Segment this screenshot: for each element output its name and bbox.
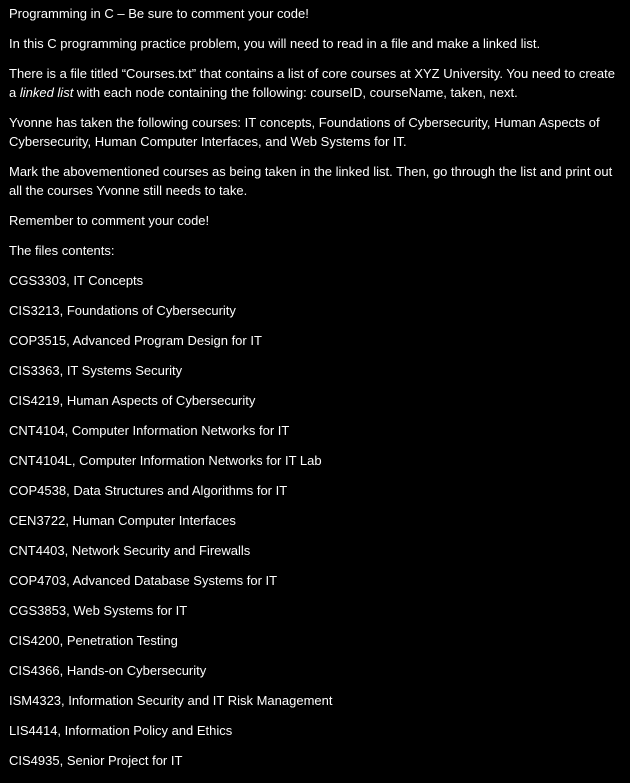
course-item: CNT4104L, Computer Information Networks for IT Lab bbox=[9, 453, 322, 468]
course-item: COP4703, Advanced Database Systems for IT bbox=[9, 573, 278, 588]
course-item: CGS3853, Web Systems for IT bbox=[9, 603, 188, 618]
course-item: CIS3213, Foundations of Cybersecurity bbox=[9, 303, 236, 318]
course-item: CIS4366, Hands-on Cybersecurity bbox=[9, 663, 207, 678]
course-item: COP3515, Advanced Program Design for IT bbox=[9, 333, 262, 348]
linked-list-emphasis: linked list bbox=[19, 85, 74, 100]
course-item: CIS4219, Human Aspects of Cybersecurity bbox=[9, 393, 256, 408]
instructions-paragraph: Mark the abovementioned courses as being taken in the linked list. Then, go through the list and print out all the courses Yvonne still needs to take. bbox=[9, 164, 613, 198]
course-item: LIS4414, Information Policy and Ethics bbox=[9, 723, 233, 738]
course-item: CGS3303, IT Concepts bbox=[9, 273, 144, 288]
intro-paragraph: In this C programming practice problem, you will need to read in a file and make a linked list. bbox=[9, 36, 541, 51]
course-item: CEN3722, Human Computer Interfaces bbox=[9, 513, 236, 528]
course-item: ISM4323, Information Security and IT Risk Management bbox=[9, 693, 333, 708]
course-list bbox=[9, 271, 624, 770]
file-description-text: There is a file titled “Courses.txt” that contains a list of core courses at XYZ University. You need to create a bbox=[9, 66, 615, 100]
file-contents-label: The files contents: bbox=[9, 243, 115, 258]
file-description-paragraph bbox=[9, 64, 624, 102]
taken-courses-paragraph: Yvonne has taken the following courses: IT concepts, Foundations of Cybersecurity, Human Aspects of Cybersecurity, Human Computer Interfaces, and Web Systems for IT. bbox=[9, 115, 600, 149]
file-description-text-end: with each node containing the following: courseID, courseName, taken, next. bbox=[73, 85, 518, 100]
course-item: CIS4935, Senior Project for IT bbox=[9, 753, 183, 768]
course-item: CNT4104, Computer Information Networks for IT bbox=[9, 423, 290, 438]
reminder-paragraph: Remember to comment your code! bbox=[9, 213, 210, 228]
course-item: CNT4403, Network Security and Firewalls bbox=[9, 543, 251, 558]
document-title: Programming in C – Be sure to comment your code! bbox=[9, 6, 309, 21]
course-item: CIS4200, Penetration Testing bbox=[9, 633, 178, 648]
course-item: COP4538, Data Structures and Algorithms for IT bbox=[9, 483, 288, 498]
course-item: CIS3363, IT Systems Security bbox=[9, 363, 183, 378]
